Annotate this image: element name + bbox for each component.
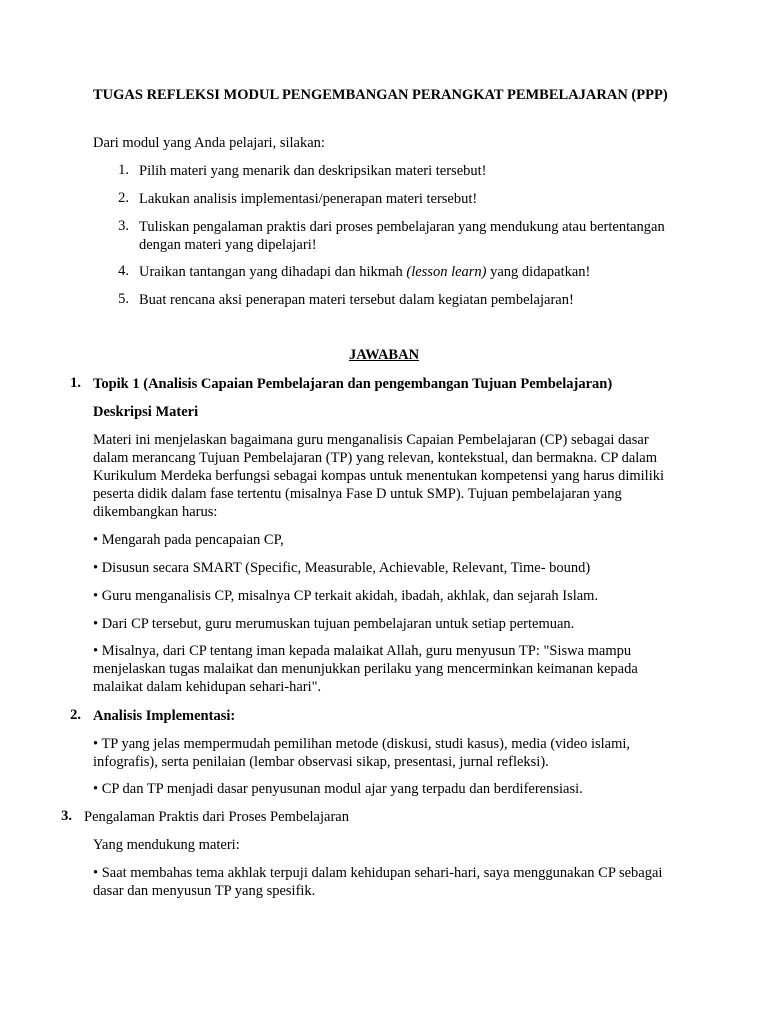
instruction-item: Pilih materi yang menarik dan deskripsikan materi tersebut! [139, 163, 487, 179]
intro-text: Dari modul yang Anda pelajari, silakan: [93, 135, 325, 151]
list-item-number: 1. [118, 162, 129, 178]
paragraph: Materi ini menjelaskan bagaimana guru menganalisis Capaian Pembelajaran (CP) sebagai dasar dalam merancang Tujuan Pembelajaran (TP) yang relevan, kontekstual, dan bermakna. CP dalam Kurikulum Merdeka berfungsi sebagai kompas untuk menentukan kompetensi yang harus dimiliki peserta didik dalam fase tertentu (misalnya Fase D untuk SMP). Tujuan pembelajaran yang dikembangkan harus: [93, 432, 665, 520]
instruction-italic-text: (lesson learn) [406, 264, 487, 280]
instruction-item: Lakukan analisis implementasi/penerapan materi tersebut! [139, 191, 478, 207]
section-heading: Topik 1 (Analisis Capaian Pembelajaran dan pengembangan Tujuan Pembelajaran) [93, 376, 613, 392]
instruction-text: yang didapatkan! [486, 264, 591, 280]
section-subheading: Deskripsi Materi [93, 404, 199, 420]
instruction-item [139, 263, 679, 281]
instruction-item: Tuliskan pengalaman praktis dari proses pembelajaran yang mendukung atau bertentangan dengan materi yang dipelajari! [139, 219, 665, 253]
document-title: TUGAS REFLEKSI MODUL PENGEMBANGAN PERANGKAT PEMBELAJARAN (PPP) [93, 87, 668, 103]
answer-heading: JAWABAN [348, 347, 420, 363]
section-subheading: Yang mendukung materi: [93, 837, 240, 853]
instruction-text: Uraikan tantangan yang dihadapi dan hikmah [139, 264, 407, 280]
section-number: 3. [61, 808, 72, 824]
list-item-number: 2. [118, 190, 129, 206]
bullet-item: • Mengarah pada pencapaian CP, [93, 532, 284, 548]
section-number: 2. [70, 707, 81, 723]
bullet-item: • Disusun secara SMART (Specific, Measurable, Achievable, Relevant, Time- bound) [93, 560, 591, 576]
bullet-item: • Guru menganalisis CP, misalnya CP terkait akidah, ibadah, akhlak, dan sejarah Islam. [93, 588, 599, 604]
bullet-item: • TP yang jelas mempermudah pemilihan metode (diskusi, studi kasus), media (video islami, infografis), serta penilaian (lembar observasi sikap, presentasi, jurnal refleksi). [93, 736, 631, 770]
list-item-number: 3. [118, 218, 129, 234]
section-number: 1. [70, 375, 81, 391]
instruction-item: Buat rencana aksi penerapan materi tersebut dalam kegiatan pembelajaran! [139, 292, 574, 308]
list-item-number: 4. [118, 263, 129, 279]
section-heading: Pengalaman Praktis dari Proses Pembelajaran [84, 809, 349, 825]
bullet-item: • Misalnya, dari CP tentang iman kepada malaikat Allah, guru menyusun TP: "Siswa mampu menjelaskan tugas malaikat dan menunjukkan perilaku yang mencerminkan keimanan kepada malaikat dalam kehidupan sehari-hari". [93, 643, 638, 695]
bullet-item: • CP dan TP menjadi dasar penyusunan modul ajar yang terpadu dan berdiferensiasi. [93, 781, 583, 797]
bullet-item: • Saat membahas tema akhlak terpuji dalam kehidupan sehari-hari, saya menggunakan CP sebagai dasar dan menyusun TP yang spesifik. [93, 865, 663, 899]
section-heading: Analisis Implementasi: [93, 708, 236, 724]
list-item-number: 5. [118, 291, 129, 307]
bullet-item: • Dari CP tersebut, guru merumuskan tujuan pembelajaran untuk setiap pertemuan. [93, 616, 575, 632]
